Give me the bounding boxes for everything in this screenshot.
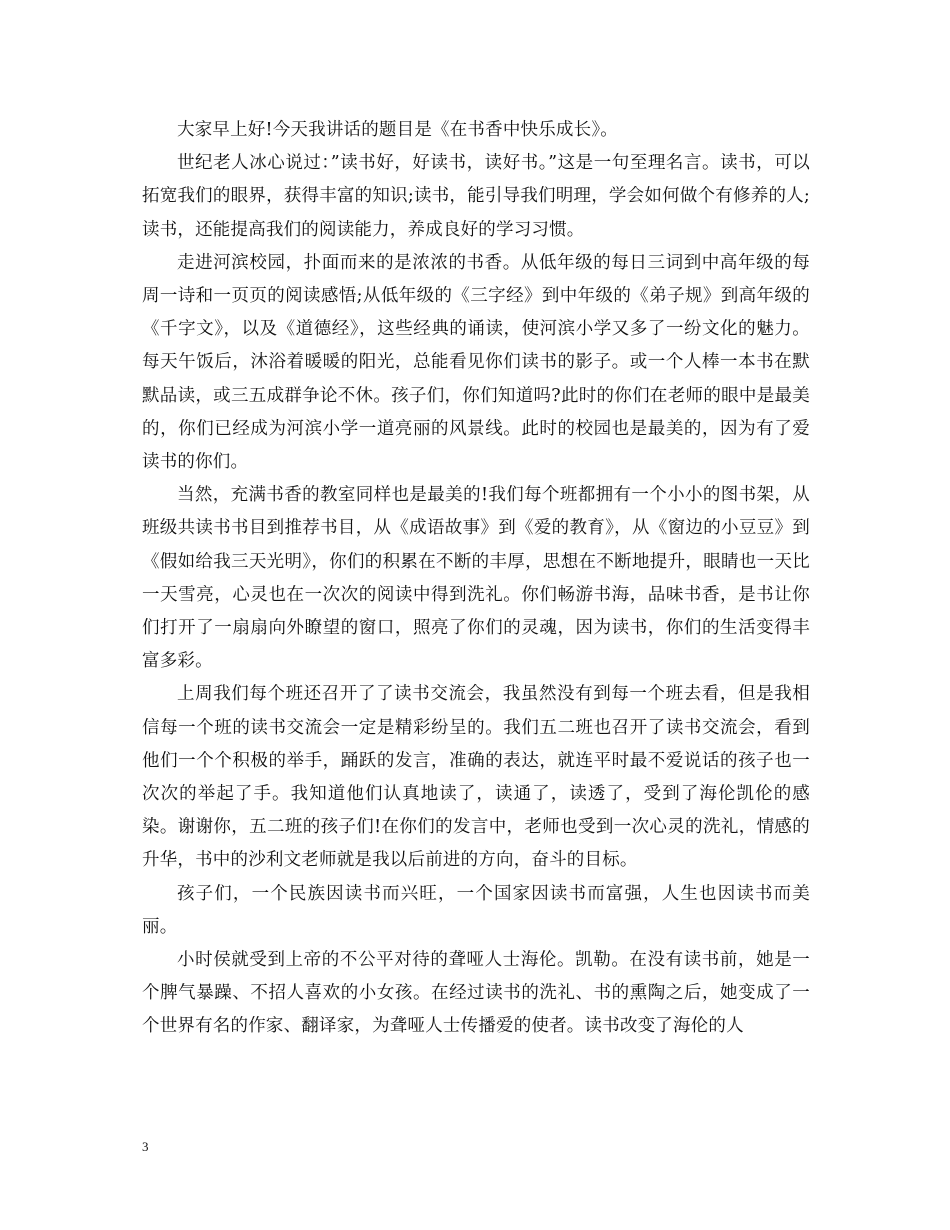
paragraph-greeting: 大家早上好!今天我讲话的题目是《在书香中快乐成长》。 bbox=[177, 120, 618, 140]
paragraph-classroom: 当然，充满书香的教室同样也是最美的!我们每个班都拥有一个小小的图书架，从班级共读书书目到推荐书目，从《成语故事》到《爱的教育》，从《窗边的小豆豆》到《假如给我三天光明》，你们的积累在不断的丰厚，思想在不断地提升，眼睛也一天比一天雪亮，心灵也在一次次的阅读中得到洗礼。你们畅游书海，品味书香，是书让你们打开了一扇扇向外瞭望的窗口，照亮了你们的灵魂，因为读书，你们的生活变得丰富多彩。 bbox=[142, 485, 810, 672]
paragraph-campus: 走进河滨校园，扑面而来的是浓浓的书香。从低年级的每日三词到中高年级的每周一诗和一页页的阅读感悟;从低年级的《三字经》到中年级的《弟子规》到高年级的《千字文》，以及《道德经》，这些经典的诵读，使河滨小学又多了一纷文化的魅力。每天午饭后，沐浴着暖暖的阳光，总能看见你们读书的影子。或一个人棒一本书在默默品读，或三五成群争论不休。孩子们，你们知道吗?此时的你们在老师的眼中是最美的，你们已经成为河滨小学一道亮丽的风景线。此时的校园也是最美的，因为有了爱读书的你们。 bbox=[142, 252, 810, 473]
page-number: 3 bbox=[142, 1139, 149, 1154]
paragraph-helen-keller: 小时侯就受到上帝的不公平对待的聋哑人士海伦。凯勒。在没有读书前，她是一个脾气暴躁、不招人喜欢的小女孩。在经过读书的洗礼、书的熏陶之后，她变成了一个世界有名的作家、翻译家，为聋哑人士传播爱的使者。读书改变了海伦的人 bbox=[142, 950, 810, 1037]
paragraph-nation: 孩子们，一个民族因读书而兴旺，一个国家因读书而富强，人生也因读书而美丽。 bbox=[142, 883, 810, 937]
paragraph-bingxin-quote: 世纪老人冰心说过：”读书好，好读书，读好书。”这是一句至理名言。读书，可以拓宽我们的眼界，获得丰富的知识;读书，能引导我们明理，学会如何做个有修养的人;读书，还能提高我们的阅读能力，养成良好的学习习惯。 bbox=[142, 153, 810, 240]
body-text bbox=[142, 114, 810, 1044]
paragraph-reading-exchange: 上周我们每个班还召开了了读书交流会，我虽然没有到每一个班去看，但是我相信每一个班的读书交流会一定是精彩纷呈的。我们五二班也召开了读书交流会，看到他们一个个积极的举手，踊跃的发言，准确的表达，就连平时最不爱说话的孩子也一次次的举起了手。我知道他们认真地读了，读通了，读透了，受到了海伦凯伦的感染。谢谢你，五二班的孩子们!在你们的发言中，老师也受到一次心灵的洗礼，情感的升华，书中的沙利文老师就是我以后前进的方向，奋斗的目标。 bbox=[142, 684, 810, 871]
